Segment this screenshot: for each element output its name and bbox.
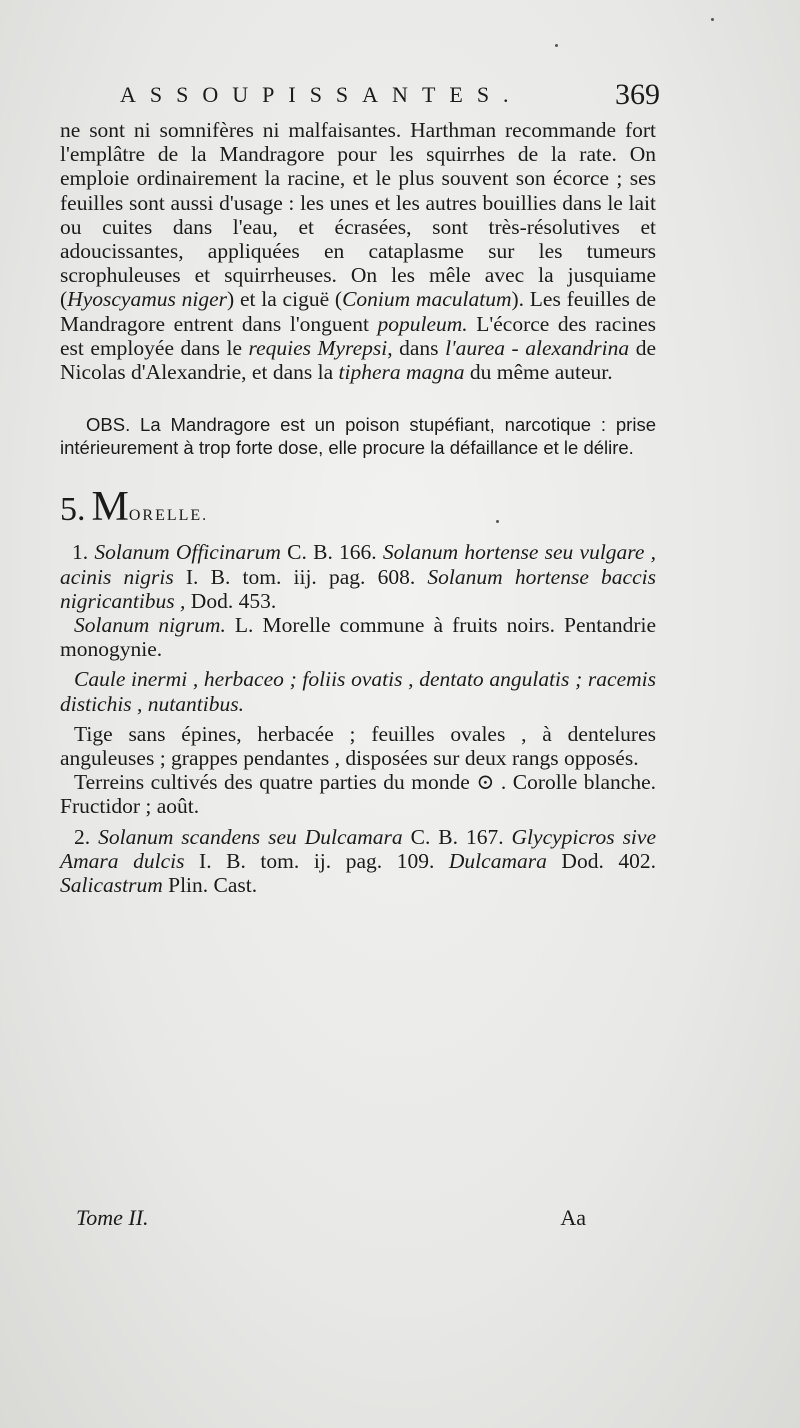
entry-1-habitat: Terreins cultivés des quatre parties du monde ⊙ . Corolle blanche. Fructidor ; août.	[60, 770, 656, 819]
page-number: 369	[615, 78, 660, 111]
section-heading	[60, 484, 656, 531]
ink-speck	[555, 44, 558, 47]
entry-1-french-description: Tige sans épines, herbacée ; feuilles ovales , à dentelures anguleuses ; grappes pendantes , disposées sur deux rangs opposés.	[60, 721, 656, 771]
intro-paragraph: ne sont ni somnifères ni malfaisantes. Harthman recommande fort l'emplâtre de la Mandragore pour les squirrhes de la rate. On emploie ordinairement la racine, et le plus souvent son écorce ; ses feuilles sont aussi d'usage : les unes et les autres bouillies dans le lait ou cuites dans l'eau, et écrasées, sont très-résolutives et adoucissantes, appliquées en cataplasme sur les tumeurs scrophuleuses et squirrheuses. On les mêle avec la jusquiame (Hyoscyamus niger) et la ciguë (Conium maculatum). Les feuilles de Mandragore entrent dans l'onguent populeum. L'écorce des racines est employée dans le requies Myrepsi, dans l'aurea - alexandrina de Nicolas d'Alexandrie, et dans la tiphera magna du même auteur.	[60, 118, 656, 385]
entry-2-synonyms: 2. Solanum scandens seu Dulcamara C. B. 167. Glycypicros sive Amara dulcis I. B. tom. ij. pag. 109. Dulcamara Dod. 402. Salicastrum Plin. Cast.	[60, 824, 657, 898]
running-head: ASSOUPISSANTES.	[120, 82, 523, 107]
obs-note: OBS. La Mandragore est un poison stupéfiant, narcotique : prise intérieurement à trop forte dose, elle procure la défaillance et le délire.	[60, 414, 656, 458]
section-title-rest: ORELLE.	[128, 507, 209, 525]
page-header	[120, 78, 660, 118]
section-initial: M	[91, 484, 129, 531]
signature-mark: Aa	[560, 1205, 586, 1230]
entry-1-latin-description: Caule inermi , herbaceo ; foliis ovatis , dentato angulatis ; racemis distichis , nutantibus.	[60, 667, 656, 716]
section-number: 5.	[60, 491, 86, 529]
ink-speck	[711, 18, 714, 21]
volume-label: Tome II.	[76, 1205, 149, 1230]
entry-1-synonyms: 1. Solanum Officinarum C. B. 166. Solanum hortense seu vulgare , acinis nigris I. B. tom. iij. pag. 608. Solanum hortense baccis nigricantibus , Dod. 453.	[60, 540, 657, 613]
page-footer	[76, 1205, 586, 1235]
entry-1-linnaean: Solanum nigrum. L. Morelle commune à fruits noirs. Pentandrie monogynie.	[60, 613, 656, 662]
page-body	[60, 118, 656, 897]
